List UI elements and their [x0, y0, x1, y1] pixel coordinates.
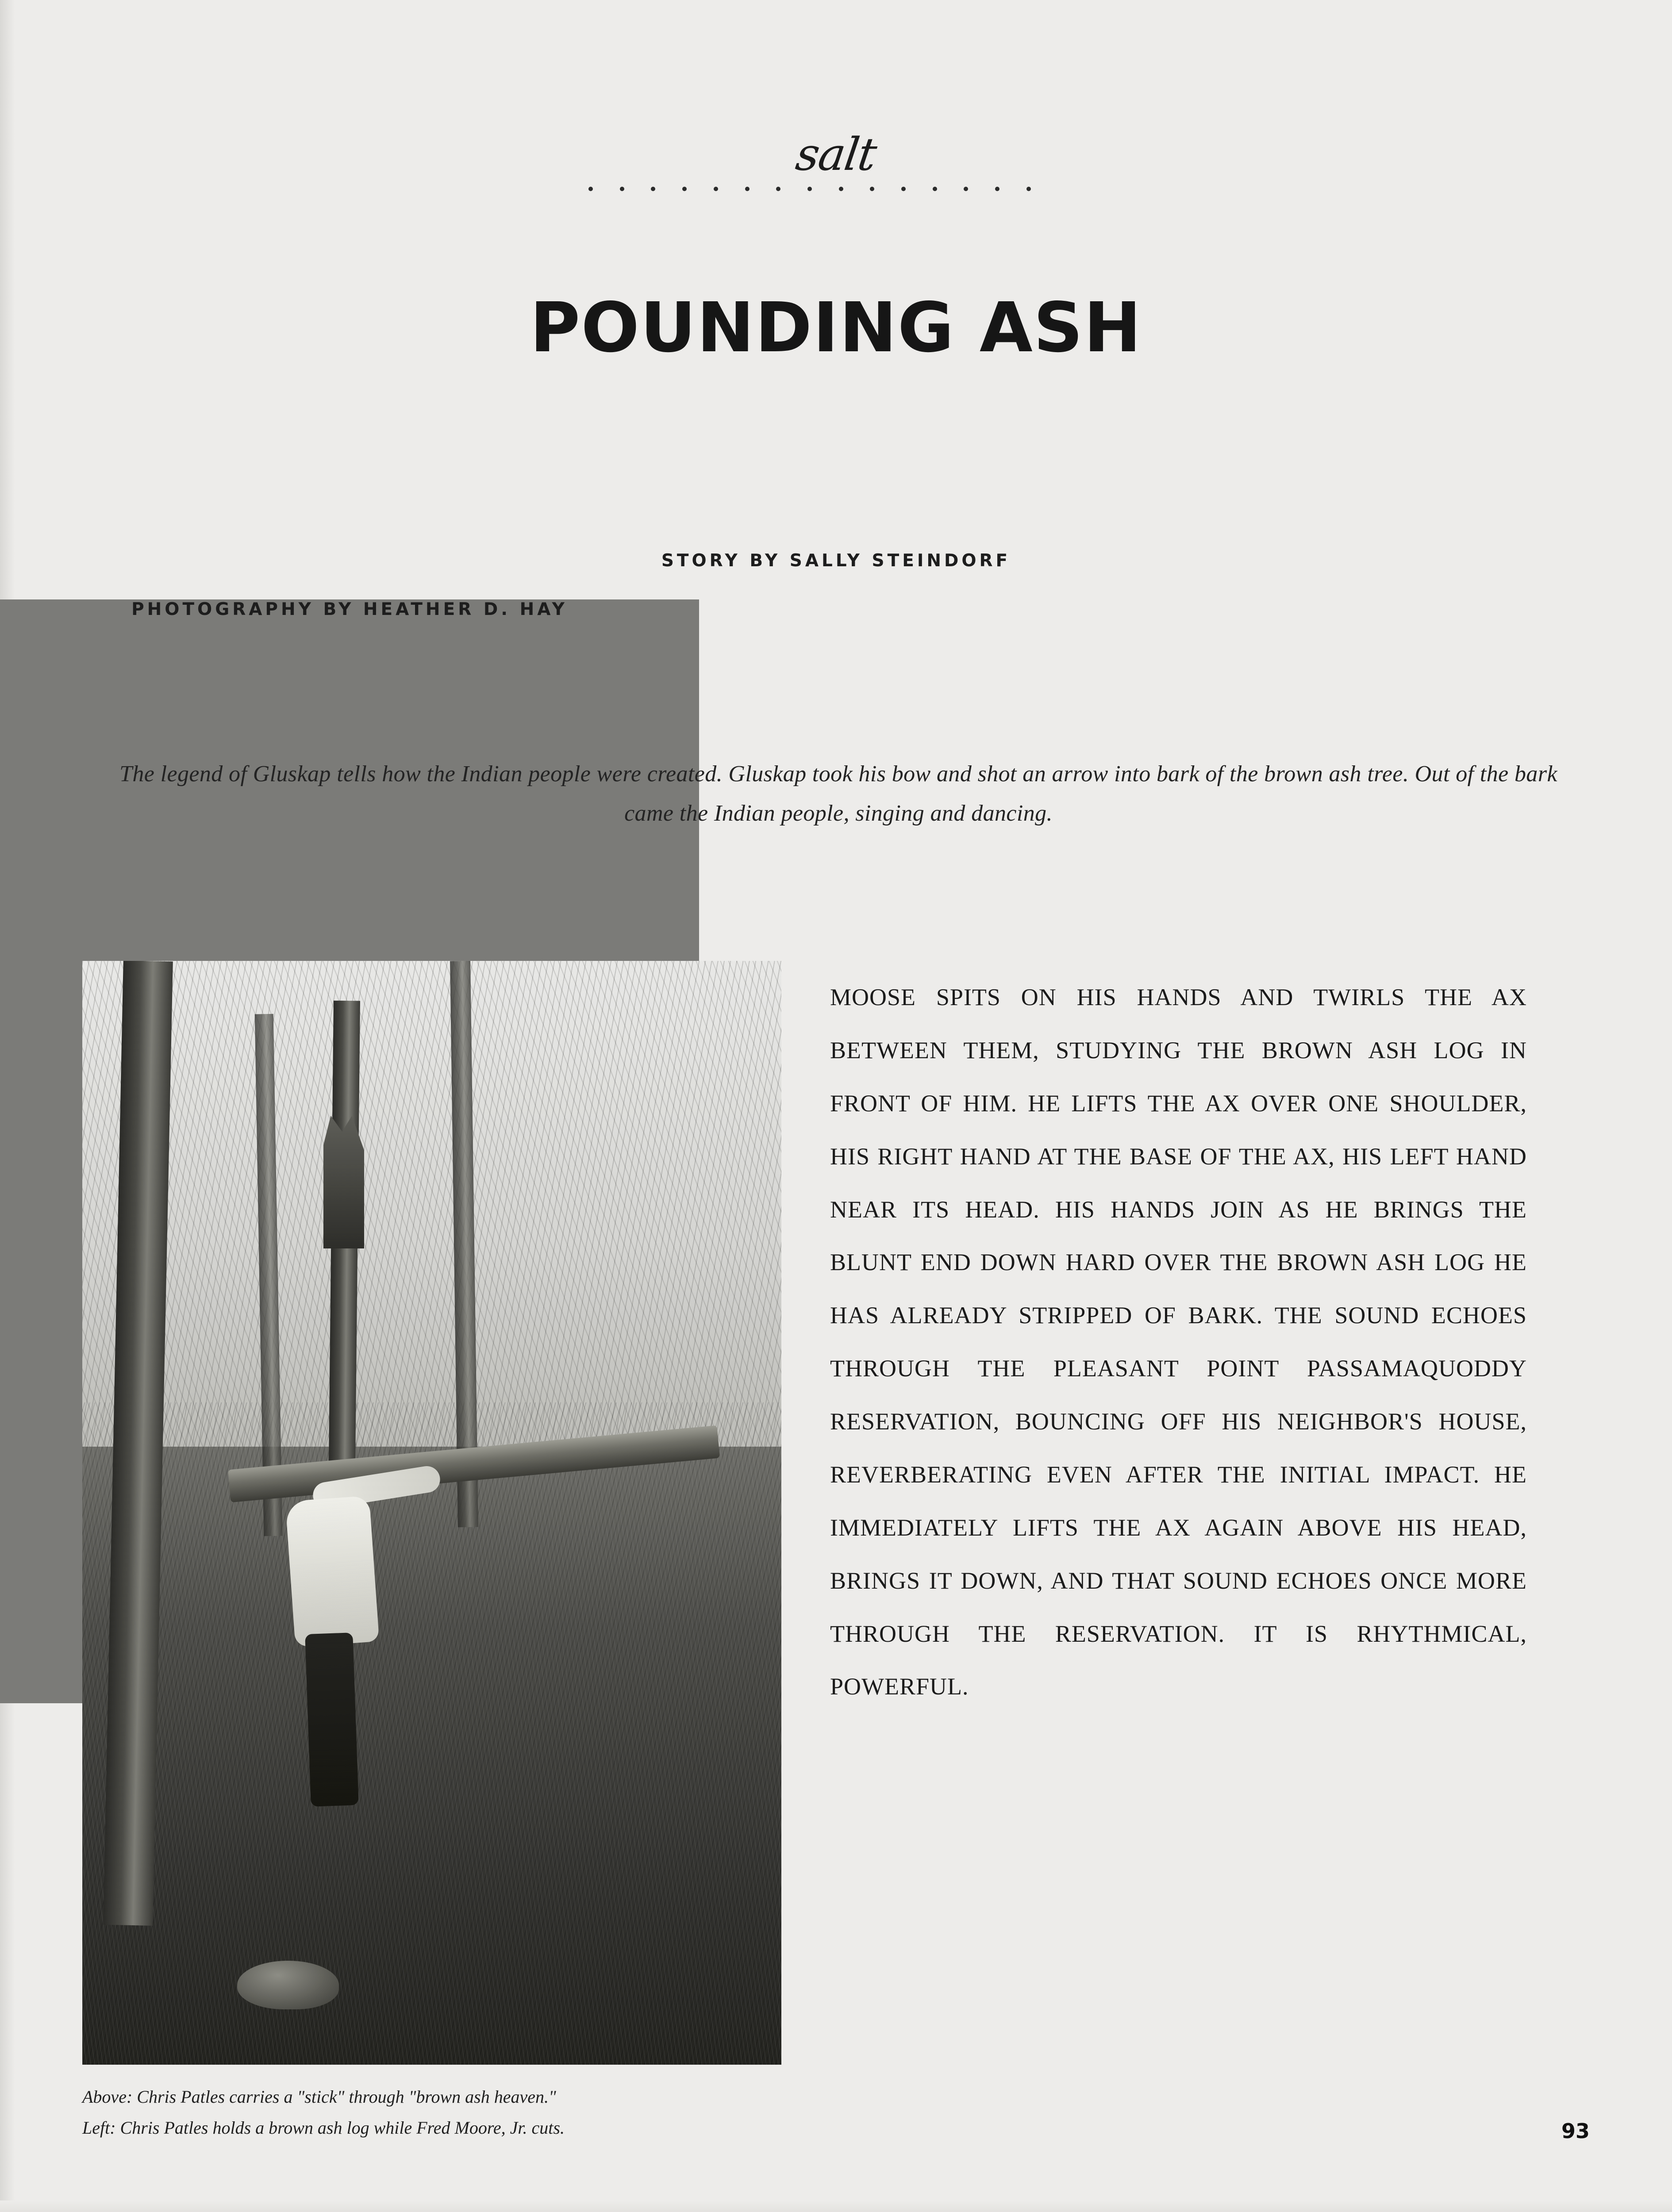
photo-caption: [82, 2081, 781, 2143]
rule-dot: [995, 187, 999, 191]
photo-film-grain: [82, 961, 781, 2065]
caption-line-above: Above: Chris Patles carries a "stick" through "brown ash heaven.": [82, 2087, 556, 2107]
article-deck: The legend of Gluskap tells how the Indian people were created. Gluskap took his bow and shot an arrow into bark of the brown ash tree. Out of the bark came the Indian people, singing and dancing.: [119, 761, 1557, 826]
rule-dot: [870, 187, 874, 191]
byline-photography: PHOTOGRAPHY BY HEATHER D. HAY: [0, 599, 699, 1703]
rule-dot: [714, 187, 718, 191]
rule-dot: [964, 187, 968, 191]
rule-dot: [620, 187, 624, 191]
rule-dot: [901, 187, 906, 191]
dotted-rule: [588, 186, 1031, 192]
rule-dot: [933, 187, 937, 191]
rule-dot: [588, 187, 593, 191]
rule-dot: [807, 187, 812, 191]
rule-dot: [1026, 187, 1031, 191]
rule-dot: [745, 187, 750, 191]
photograph-forest-log: [82, 961, 781, 2065]
article-body-text: MOOSE SPITS ON HIS HANDS AND TWIRLS THE AX BETWEEN THEM, STUDYING THE BROWN ASH LOG IN FRONT OF HIM. HE LIFTS THE AX OVER ONE SHOULDER, HIS RIGHT HAND AT THE BASE OF THE AX, HIS LEFT HAND NEAR ITS HEAD. HIS HANDS JOIN AS HE BRINGS THE BLUNT END DOWN HARD OVER THE BROWN ASH LOG HE HAS ALREADY STRIPPED OF BARK. THE SOUND ECHOES THROUGH THE PLEASANT POINT PASSAMAQUODDY RESERVATION, BOUNCING OFF HIS NEIGHBOR'S HOUSE, REVERBERATING EVEN AFTER THE INITIAL IMPACT. HE IMMEDIATELY LIFTS THE AX AGAIN ABOVE HIS HEAD, BRINGS IT DOWN, AND THAT SOUND ECHOES ONCE MORE THROUGH THE RESERVATION. IT IS RHYTHMICAL, POWERFUL.: [830, 984, 1527, 1700]
rule-dot: [651, 187, 655, 191]
article-photograph-figure: [82, 961, 781, 2143]
rule-dot: [682, 187, 687, 191]
magazine-masthead: [0, 128, 1672, 181]
masthead-wordmark: salt: [792, 128, 880, 181]
page-number: 93: [1561, 2119, 1590, 2143]
caption-line-left: Left: Chris Patles holds a brown ash log while Fred Moore, Jr. cuts.: [82, 2118, 565, 2138]
byline-story: STORY BY SALLY STEINDORF: [661, 551, 1011, 571]
rule-dot: [776, 187, 780, 191]
rule-dot: [839, 187, 843, 191]
page-title: POUNDING ASH: [530, 288, 1142, 368]
